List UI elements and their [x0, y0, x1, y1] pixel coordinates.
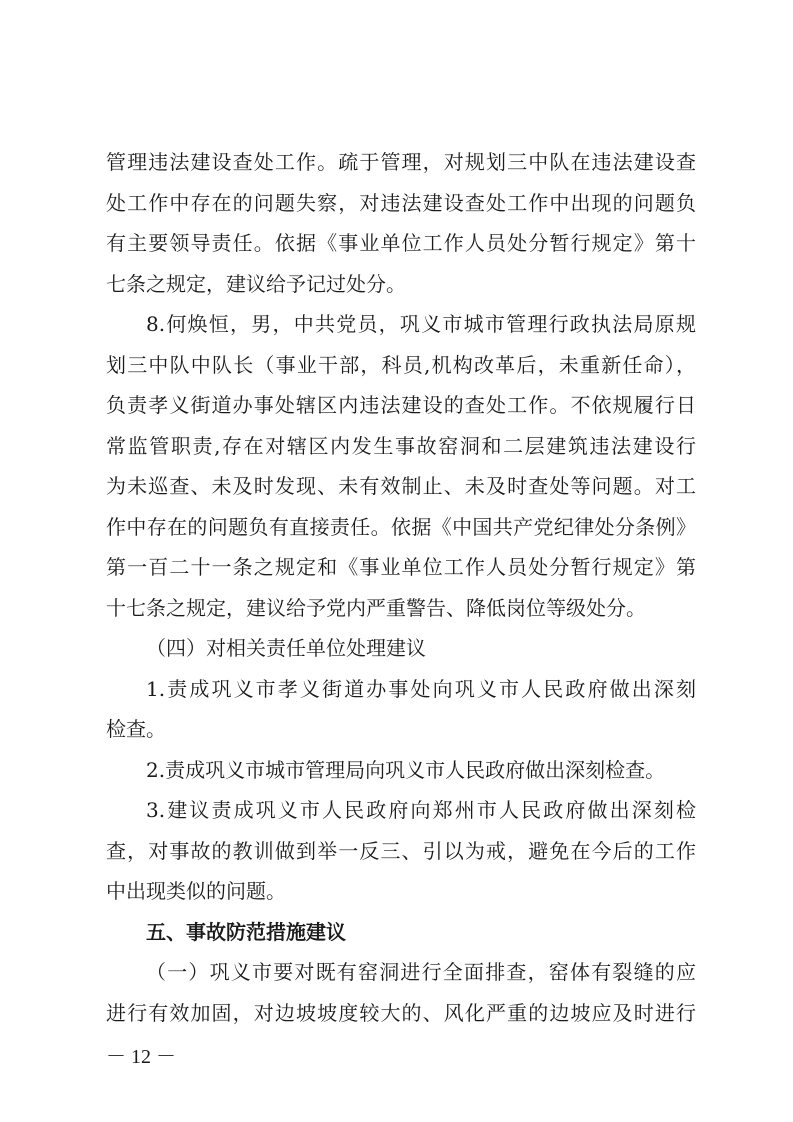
text-line: 进行有效加固，对边坡坡度较大的、风化严重的边坡应及时进行 — [106, 1000, 696, 1025]
text-line: 作中存在的问题负有直接责任。依据《中国共产党纪律处分条例》 — [106, 514, 696, 539]
text-line: 2.责成巩义市城市管理局向巩义市人民政府做出深刻检查。 — [146, 757, 666, 782]
text-line: 负责孝义街道办事处辖区内违法建设的查处工作。不依规履行日 — [106, 393, 696, 417]
text-line: 检查。 — [106, 717, 166, 741]
section-heading: 五、事故防范措施建议 — [146, 919, 346, 944]
page-number: － 12 － — [106, 1046, 176, 1068]
text-line: 有主要领导责任。依据《事业单位工作人员处分暂行规定》第十 — [106, 231, 696, 255]
paragraph — [106, 142, 696, 304]
text-line: 管理违法建设查处工作。疏于管理，对规划三中队在违法建设查 — [106, 150, 696, 174]
text-line: 划三中队中队长（事业干部，科员,机构改革后，未重新任命）， — [106, 352, 696, 377]
text-line: 处工作中存在的问题失察，对违法建设查处工作中出现的问题负 — [106, 190, 696, 215]
paragraph — [106, 669, 696, 750]
subsection-heading: （四）对相关责任单位处理建议 — [146, 636, 426, 660]
paragraph — [106, 304, 696, 628]
text-line: 1.责成巩义市孝义街道办事处向巩义市人民政府做出深刻 — [146, 676, 696, 701]
text-line: 3.建议责成巩义市人民政府向郑州市人民政府做出深刻检 — [146, 798, 696, 822]
text-line: 为未巡查、未及时发现、未有效制止、未及时查处等问题。对工 — [106, 474, 696, 498]
text-line: 第一百二十一条之规定和《事业单位工作人员处分暂行规定》第 — [106, 555, 696, 579]
paragraph — [106, 750, 696, 791]
paragraph — [106, 952, 696, 1033]
text-line: 中出现类似的问题。 — [106, 879, 286, 903]
text-line: 查，对事故的教训做到举一反三、引以为戒，避免在今后的工作 — [106, 838, 696, 863]
text-line: 七条之规定，建议给予记过处分。 — [106, 271, 406, 296]
body-text — [106, 142, 696, 1033]
text-line: 十七条之规定，建议给予党内严重警告、降低岗位等级处分。 — [106, 595, 646, 620]
text-line: 常监管职责,存在对辖区内发生事故窑洞和二层建筑违法建设行 — [106, 433, 696, 458]
text-line: 8.何焕恒，男，中共党员，巩义市城市管理行政执法局原规 — [146, 312, 696, 336]
text-line: （一）巩义市要对既有窑洞进行全面排查，窑体有裂缝的应 — [146, 960, 696, 984]
paragraph — [106, 790, 696, 912]
